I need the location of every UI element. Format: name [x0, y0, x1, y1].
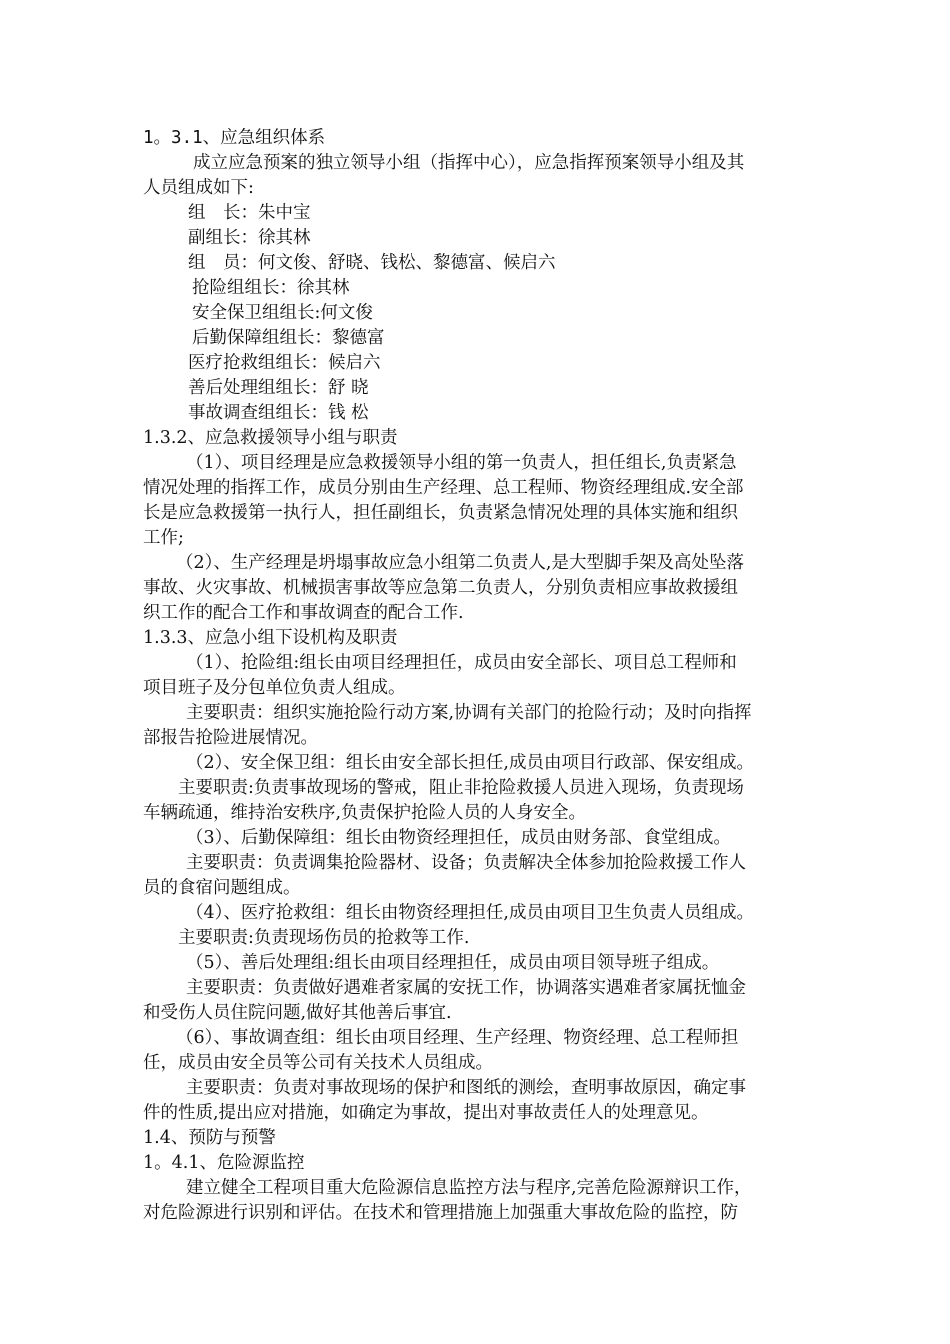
section-heading-1-4-1: 1。4.1、危险源监控	[143, 1153, 305, 1173]
member-line: 善后处理组组长：舒 晓	[188, 378, 369, 398]
paragraph-line: （6）、事故调查组：组长由项目经理、生产经理、物资经理、总工程师担	[176, 1028, 739, 1048]
paragraph-line: 员的食宿问题组成。	[143, 878, 301, 898]
member-line: 副组长：徐其林	[188, 228, 311, 248]
paragraph-line: （3）、后勤保障组：组长由物资经理担任，成员由财务部、食堂组成。	[186, 828, 731, 848]
paragraph-line: 项目班子及分包单位负责人组成。	[143, 678, 406, 698]
paragraph-line: 人员组成如下:	[143, 178, 254, 198]
paragraph-line: 主要职责:负责现场伤员的抢救等工作.	[178, 928, 470, 948]
paragraph-line: 任，成员由安全员等公司有关技术人员组成。	[143, 1053, 493, 1073]
paragraph-line: 事故、火灾事故、机械损害事故等应急第二负责人，分别负责相应事故救援组	[143, 578, 738, 598]
paragraph-line: 主要职责：负责对事故现场的保护和图纸的测绘，查明事故原因，确定事	[186, 1078, 746, 1098]
paragraph-line: 主要职责：负责做好遇难者家属的安抚工作，协调落实遇难者家属抚恤金	[186, 978, 746, 998]
paragraph-line: （1）、抢险组:组长由项目经理担任，成员由安全部长、项目总工程师和	[186, 653, 737, 673]
paragraph-line: 主要职责:负责事故现场的警戒，阻止非抢险救援人员进入现场，负责现场	[178, 778, 744, 798]
member-line: 抢险组组长：徐其林	[192, 278, 350, 298]
paragraph-line: （4）、医疗抢救组：组长由物资经理担任,成员由项目卫生负责人员组成。	[186, 903, 754, 923]
paragraph-line: 情况处理的指挥工作，成员分别由生产经理、总工程师、物资经理组成.安全部	[143, 478, 744, 498]
member-line: 组 长：朱中宝	[188, 203, 311, 223]
paragraph-line: 建立健全工程项目重大危险源信息监控方法与程序,完善危险源辩识工作，	[186, 1178, 752, 1198]
paragraph-line: 对危险源进行识别和评估。在技术和管理措施上加强重大事故危险的监控，防	[143, 1203, 738, 1223]
section-heading-1-3-3: 1.3.3、应急小组下设机构及职责	[143, 628, 398, 648]
paragraph-line: （2）、生产经理是坍塌事故应急小组第二负责人,是大型脚手架及高处坠落	[176, 553, 744, 573]
paragraph-line: 成立应急预案的独立领导小组（指挥中心），应急指挥预案领导小组及其	[193, 153, 745, 173]
paragraph-line: 主要职责：组织实施抢险行动方案,协调有关部门的抢险行动；及时向指挥	[186, 703, 752, 723]
paragraph-line: 车辆疏通，维持治安秩序,负责保护抢险人员的人身安全。	[143, 803, 587, 823]
paragraph-line: 织工作的配合工作和事故调查的配合工作.	[143, 603, 464, 623]
paragraph-line: 和受伤人员住院问题,做好其他善后事宜.	[143, 1003, 452, 1023]
section-heading-1-4: 1.4、预防与预警	[143, 1128, 276, 1148]
paragraph-line: 件的性质,提出应对措施，如确定为事故，提出对事故责任人的处理意见。	[143, 1103, 709, 1123]
section-heading-1-3-1: 1。3.1、应急组织体系	[143, 128, 326, 148]
paragraph-line: 工作;	[143, 528, 184, 548]
paragraph-line: 主要职责：负责调集抢险器材、设备；负责解决全体参加抢险救援工作人	[186, 853, 746, 873]
paragraph-line: 长是应急救援第一执行人，担任副组长，负责紧急情况处理的具体实施和组织	[143, 503, 738, 523]
member-line: 医疗抢救组组长：候启六	[188, 353, 381, 373]
paragraph-line: （1）、项目经理是应急救援领导小组的第一负责人，担任组长,负责紧急	[186, 453, 737, 473]
section-heading-1-3-2: 1.3.2、应急救援领导小组与职责	[143, 428, 398, 448]
member-line: 安全保卫组组长:何文俊	[192, 303, 373, 323]
paragraph-line: （5）、善后处理组:组长由项目经理担任，成员由项目领导班子组成。	[186, 953, 720, 973]
paragraph-line: （2）、安全保卫组：组长由安全部长担任,成员由项目行政部、保安组成。	[186, 753, 754, 773]
member-line: 后勤保障组组长：黎德富	[192, 328, 385, 348]
paragraph-line: 部报告抢险进展情况。	[143, 728, 318, 748]
member-line: 事故调查组组长：钱 松	[188, 403, 369, 423]
member-line: 组 员：何文俊、舒晓、钱松、黎德富、候启六	[188, 253, 556, 273]
